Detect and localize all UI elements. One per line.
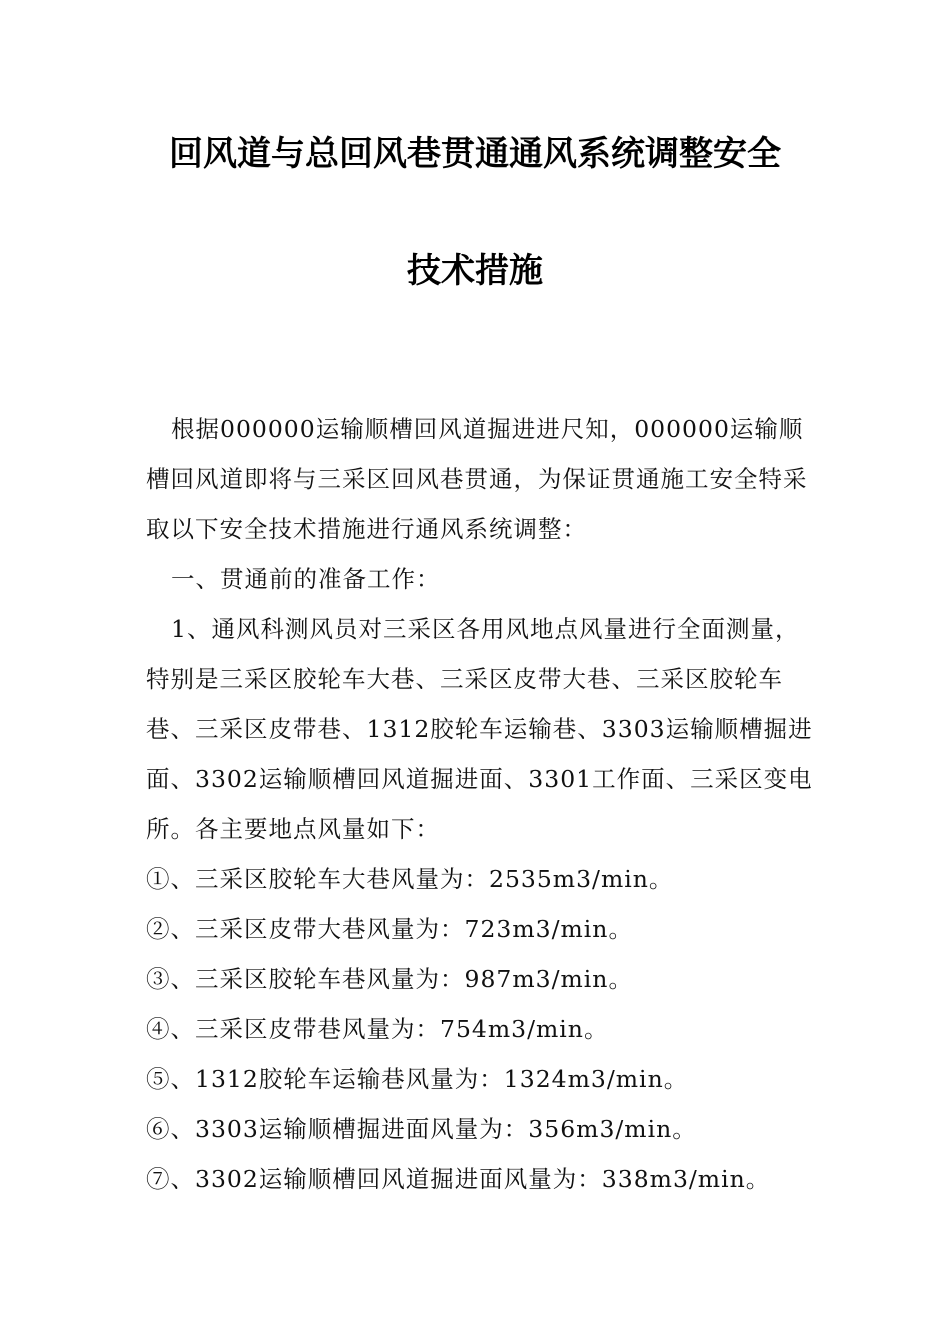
airflow-item: ④、三采区皮带巷风量为：754m3/min。 xyxy=(146,1015,609,1043)
airflow-item: ⑦、3302运输顺槽回风道掘进面风量为：338m3/min。 xyxy=(146,1165,771,1193)
section-heading: 一、贯通前的准备工作： xyxy=(171,565,441,593)
airflow-item: ②、三采区皮带大巷风量为：723m3/min。 xyxy=(146,915,633,943)
document-body xyxy=(146,404,814,1204)
airflow-item: ③、三采区胶轮车巷风量为：987m3/min。 xyxy=(146,965,633,993)
airflow-item: ⑤、1312胶轮车运输巷风量为：1324m3/min。 xyxy=(146,1065,689,1093)
document-title-line-2: 技术措施 xyxy=(407,251,543,291)
document-title-line-1: 回风道与总回风巷贯通通风系统调整安全 xyxy=(169,134,781,174)
point-1-paragraph: 1、通风科测风员对三采区各用风地点风量进行全面测量，特别是三采区胶轮车大巷、三采区皮带大巷、三采区胶轮车巷、三采区皮带巷、1312胶轮车运输巷、3303运输顺槽掘进面、3302运输顺槽回风道掘进面、3301工作面、三采区变电所。各主要地点风量如下： xyxy=(146,615,813,843)
airflow-item: ⑥、3303运输顺槽掘进面风量为：356m3/min。 xyxy=(146,1115,697,1143)
airflow-item: ①、三采区胶轮车大巷风量为：2535m3/min。 xyxy=(146,865,674,893)
intro-paragraph: 根据000000运输顺槽回风道掘进进尺知，000000运输顺槽回风道即将与三采区回风巷贯通，为保证贯通施工安全特采取以下安全技术措施进行通风系统调整： xyxy=(146,415,808,543)
